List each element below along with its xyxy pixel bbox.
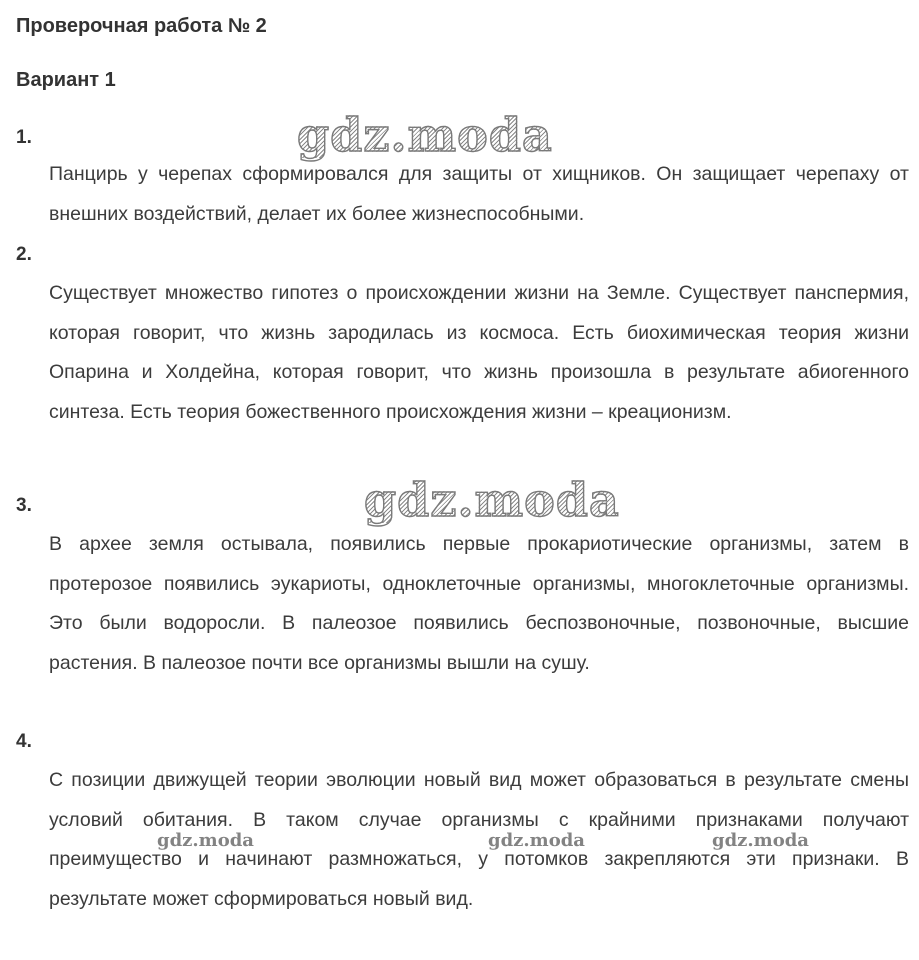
answer-1-number: 1. (16, 127, 32, 148)
watermark-small: gdz.moda (488, 830, 585, 851)
watermark-small: gdz.moda (157, 830, 254, 851)
answer-4-text: С позиции движущей теории эволюции новый вид может образоваться в результате смены условий обитания. В таком случае организмы с крайними признаками получают преимущество и начинают размножаться, у потомков закрепляются эти признаки. В результате может сформироваться новый вид. (49, 769, 909, 910)
answer-1-text: Панцирь у черепах сформировался для защиты от хищников. Он защищает черепаху от внешних воздействий, делает их более жизнеспособными. (49, 163, 909, 225)
answer-2-number: 2. (16, 244, 32, 265)
watermark-logo: gdz.moda (364, 473, 620, 527)
answer-3-number: 3. (16, 495, 32, 516)
answer-2-text: Существует множество гипотез о происхождении жизни на Земле. Существует панспермия, которая говорит, что жизнь зародилась из космоса. Есть биохимическая теория жизни Опарина и Холдейна, которая говорит, что жизнь произошла в результате абиогенного синтеза. Есть теория божественного происхождения жизни – креационизм. (49, 282, 909, 423)
answer-4-number: 4. (16, 731, 32, 752)
watermark-small: gdz.moda (712, 830, 809, 851)
page-title: Проверочная работа № 2 (16, 15, 267, 37)
answer-3-text: В архее земля остывала, появились первые прокариотические организмы, затем в протерозое появились эукариоты, одноклеточные организмы, многоклеточные организмы. Это были водоросли. В палеозое появились беспозвоночные, позвоночные, высшие растения. В палеозое почти все организмы вышли на сушу. (49, 533, 909, 674)
variant-heading: Вариант 1 (16, 69, 116, 91)
watermark-logo: gdz.moda (297, 108, 553, 162)
